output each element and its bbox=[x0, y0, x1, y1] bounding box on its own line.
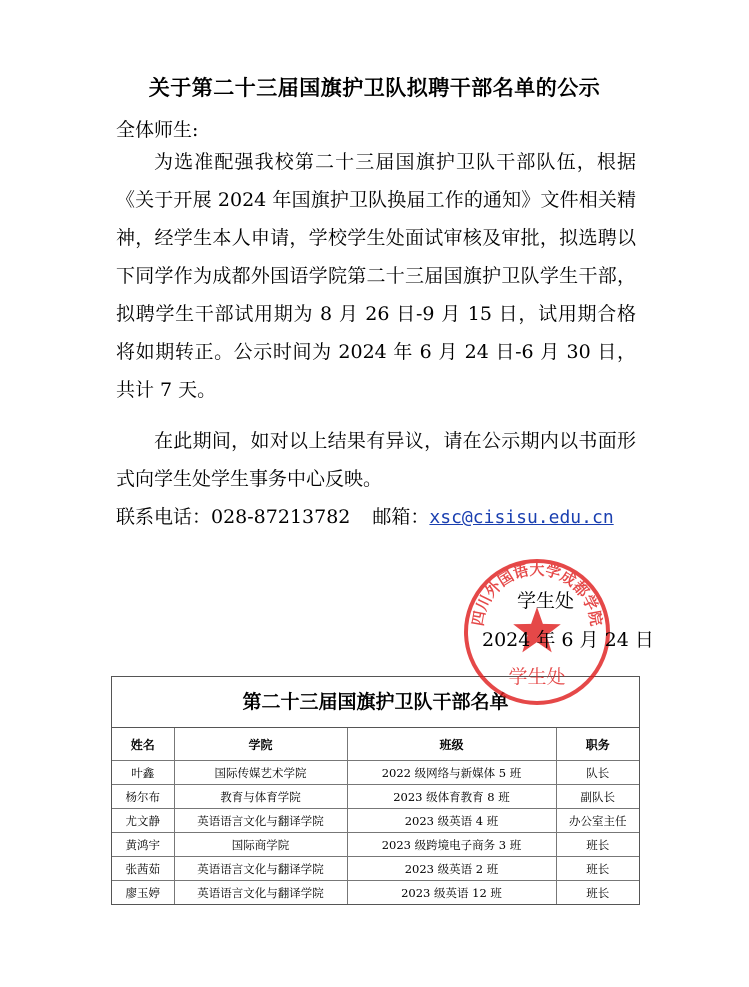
sign-date: 2024 年 6 月 24 日 bbox=[482, 629, 654, 651]
header-college: 学院 bbox=[174, 728, 347, 761]
table-row bbox=[112, 833, 639, 857]
notice-paragraph-2: 在此期间，如对以上结果有异议，请在公示期内以书面形式向学生处学生事务中心反映。 bbox=[116, 430, 636, 490]
table-row bbox=[112, 761, 639, 785]
roster-title: 第二十三届国旗护卫队干部名单 bbox=[112, 677, 639, 728]
cell-name: 尤文静 bbox=[112, 809, 174, 833]
cell-class: 2023 级体育教育 8 班 bbox=[347, 785, 556, 809]
signer: 学生处 bbox=[517, 590, 575, 612]
cell-class: 2022 级网络与新媒体 5 班 bbox=[347, 761, 556, 785]
table-row bbox=[112, 809, 639, 833]
contact-email-link[interactable]: xsc@cisisu.edu.cn bbox=[429, 507, 614, 528]
notice-paragraph-1: 为选准配强我校第二十三届国旗护卫队干部队伍，根据《关于开展 2024 年国旗护卫队换届工作的通知》文件相关精神，经学生本人申请，学校学生处面试审核及审批，拟选聘以下同学作为成都外国语学院第二十三届国旗护卫队学生干部，拟聘学生干部试用期为 8 月 26 日-9 月 15 日，试用期合格将如期转正。公示时间为 2024 年 6 月 24 日-6 月 30 日，共计 7 天。 bbox=[116, 151, 636, 401]
cell-class: 2023 级跨境电子商务 3 班 bbox=[347, 833, 556, 857]
cell-name: 叶鑫 bbox=[112, 761, 174, 785]
header-name: 姓名 bbox=[112, 728, 174, 761]
contact-phone: 联系电话：028-87213782 bbox=[116, 506, 351, 528]
seal-ring-text: 四川外国语大学成都学院 bbox=[468, 560, 606, 628]
cell-name: 杨尔布 bbox=[112, 785, 174, 809]
table-row bbox=[112, 881, 639, 905]
cell-class: 2023 级英语 12 班 bbox=[347, 881, 556, 905]
salutation: 全体师生: bbox=[116, 119, 199, 141]
cell-position: 副队长 bbox=[556, 785, 639, 809]
contact-email-label: 邮箱： bbox=[372, 506, 430, 528]
table-row bbox=[112, 857, 639, 881]
cell-name: 张茜茹 bbox=[112, 857, 174, 881]
cell-position: 班长 bbox=[556, 833, 639, 857]
cell-class: 2023 级英语 4 班 bbox=[347, 809, 556, 833]
cell-college: 英语语言文化与翻译学院 bbox=[174, 881, 347, 905]
roster-header-row bbox=[112, 728, 639, 761]
cell-position: 队长 bbox=[556, 761, 639, 785]
cell-college: 英语语言文化与翻译学院 bbox=[174, 809, 347, 833]
cell-position: 办公室主任 bbox=[556, 809, 639, 833]
roster-table bbox=[111, 676, 640, 905]
table-row bbox=[112, 785, 639, 809]
roster-grid bbox=[112, 728, 639, 904]
notice-title: 关于第二十三届国旗护卫队拟聘干部名单的公示 bbox=[148, 76, 601, 100]
cell-position: 班长 bbox=[556, 857, 639, 881]
header-position: 职务 bbox=[556, 728, 639, 761]
seal-center-text: 学生处 bbox=[508, 666, 566, 688]
cell-college: 教育与体育学院 bbox=[174, 785, 347, 809]
cell-college: 国际商学院 bbox=[174, 833, 347, 857]
cell-college: 英语语言文化与翻译学院 bbox=[174, 857, 347, 881]
cell-name: 廖玉婷 bbox=[112, 881, 174, 905]
header-class: 班级 bbox=[347, 728, 556, 761]
contact-line bbox=[116, 502, 614, 529]
cell-college: 国际传媒艺术学院 bbox=[174, 761, 347, 785]
cell-name: 黄鸿宇 bbox=[112, 833, 174, 857]
cell-class: 2023 级英语 2 班 bbox=[347, 857, 556, 881]
cell-position: 班长 bbox=[556, 881, 639, 905]
